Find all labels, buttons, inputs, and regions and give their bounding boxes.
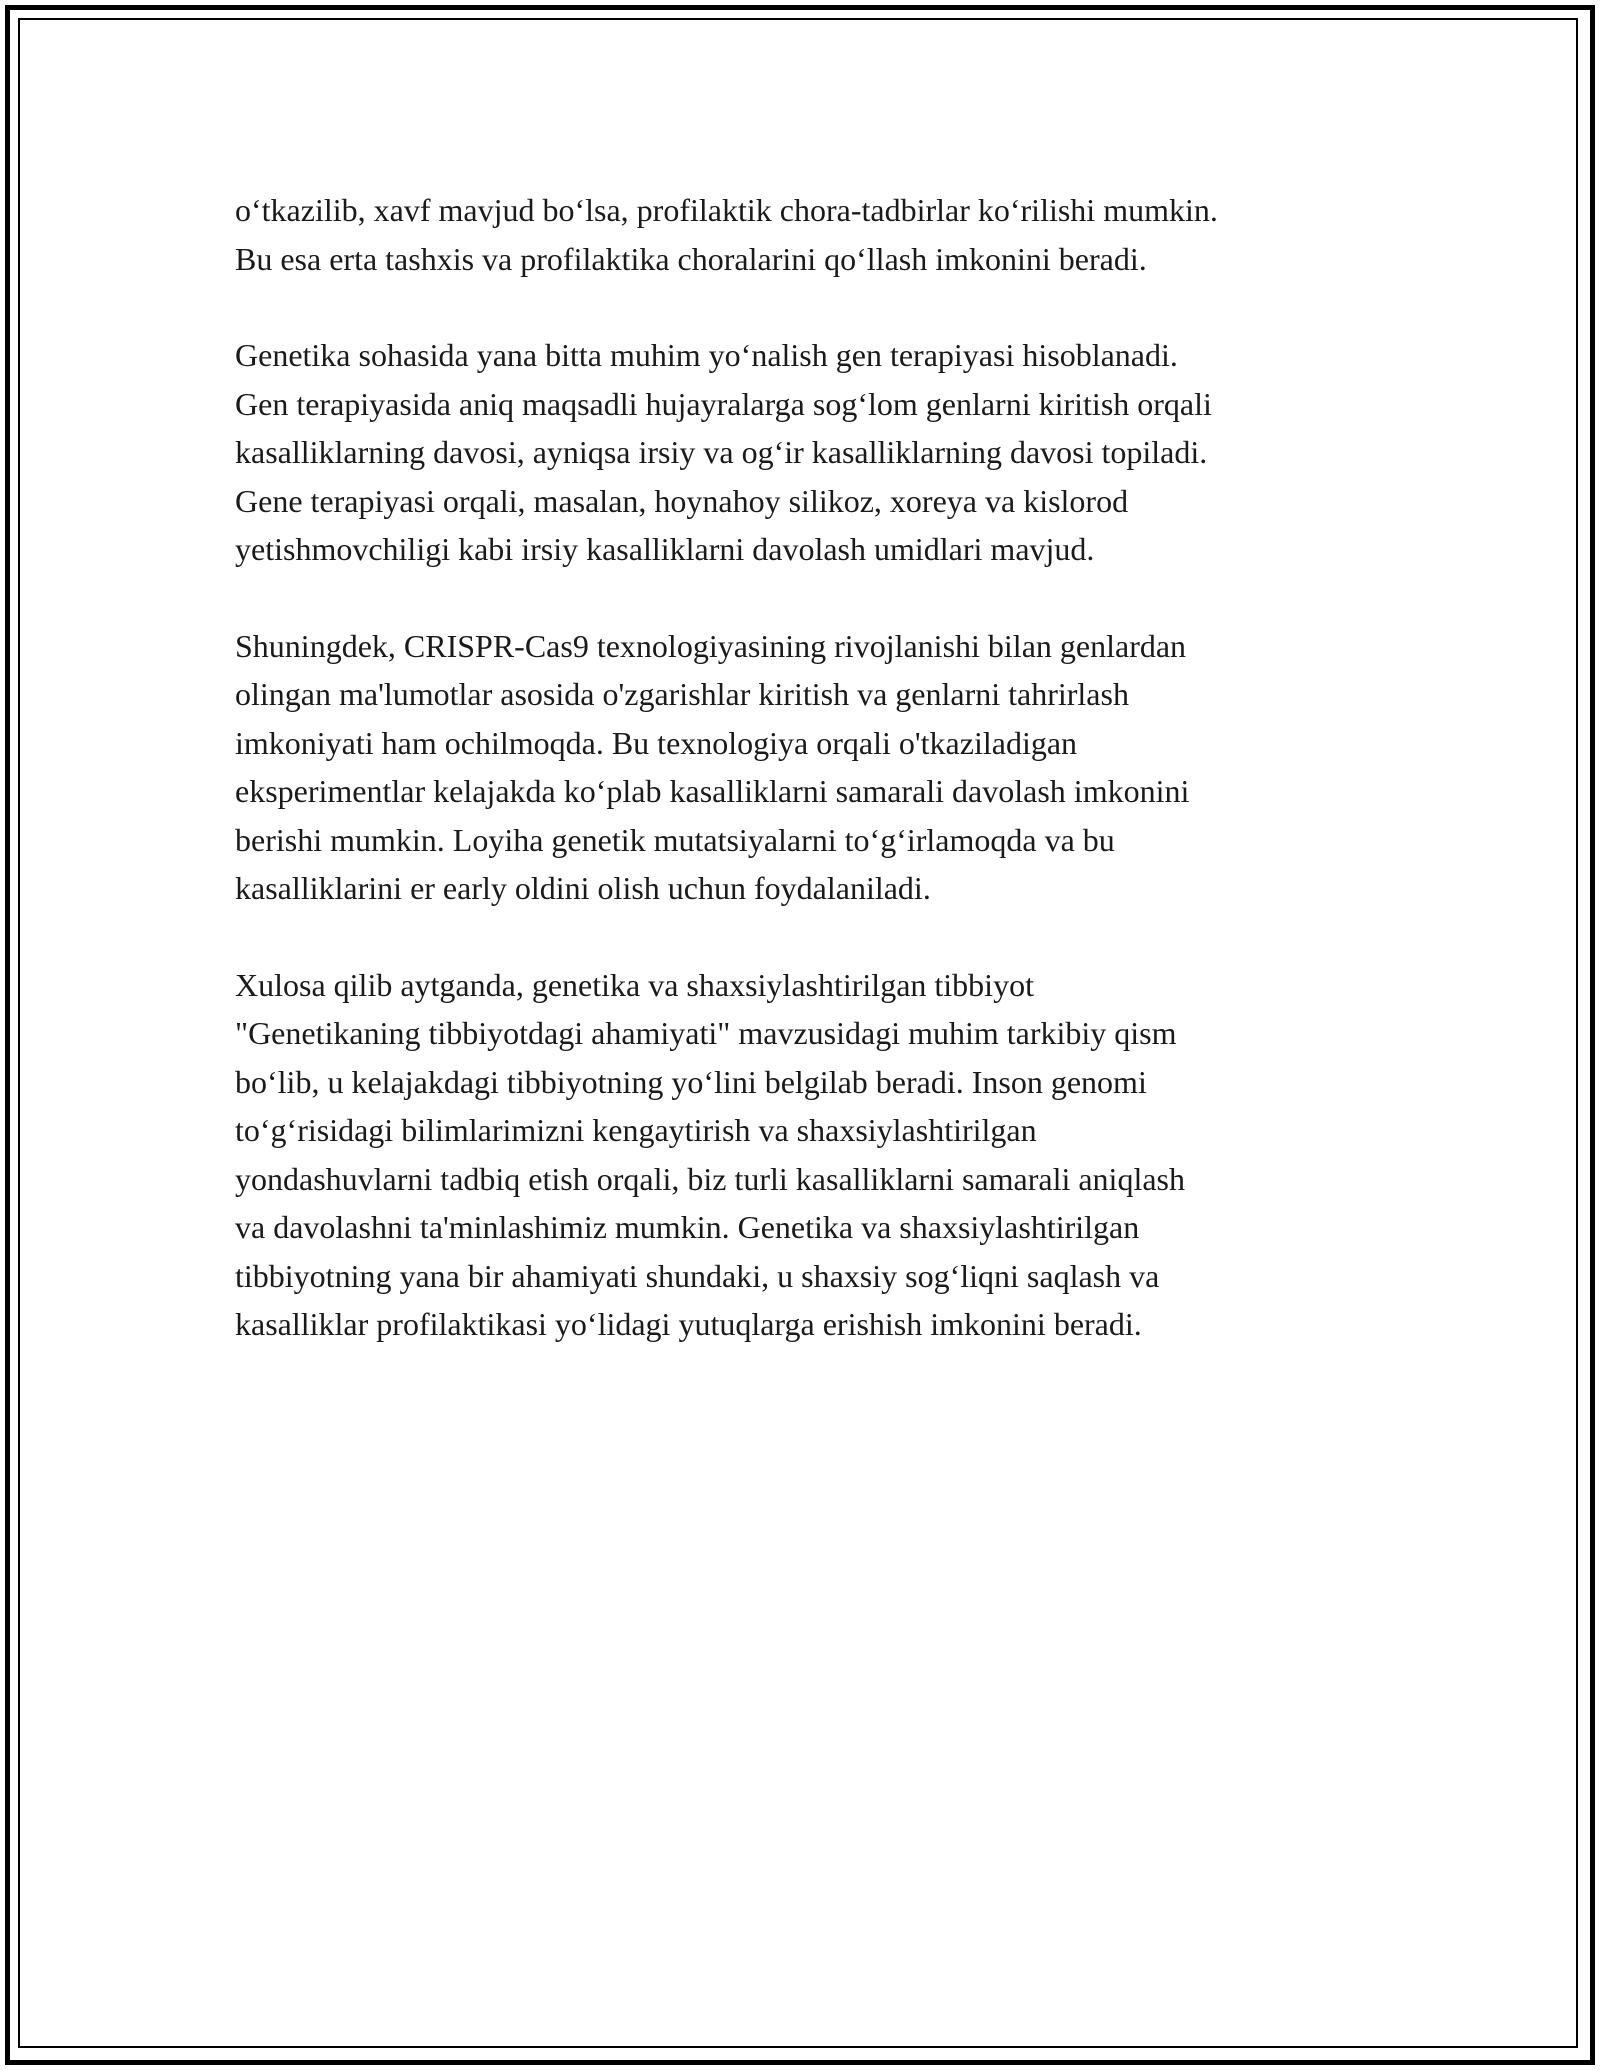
text-line: kasalliklarning davosi, ayniqsa irsiy va og‘ir kasalliklarning davosi topiladi. xyxy=(235,434,1208,470)
text-line: berishi mumkin. Loyiha genetik mutatsiyalarni to‘g‘irlamoqda va bu xyxy=(235,821,1115,858)
text-line: "Genetikaning tibbiyotdagi ahamiyati" mavzusidagi muhim tarkibiy qism xyxy=(235,1015,1177,1051)
text-line: Bu esa erta tashxis va profilaktika choralarini qo‘llash imkonini beradi. xyxy=(235,240,1147,277)
text-line: yetishmovchiligi kabi irsiy kasalliklarni davolash umidlari mavjud. xyxy=(235,531,1095,567)
text-line: tibbiyotning yana bir ahamiyati shundaki, u shaxsiy sog‘liqni saqlash va xyxy=(235,1257,1160,1294)
text-line: kasalliklarini er early oldini olish uchun foydalaniladi. xyxy=(235,870,931,906)
text-line: Gene terapiyasi orqali, masalan, hoynahoy silikoz, xoreya va kislorod xyxy=(235,482,1129,519)
text-line: Genetika sohasida yana bitta muhim yo‘nalish gen terapiyasi hisoblanadi. xyxy=(235,337,1178,373)
text-line: bo‘lib, u kelajakdagi tibbiyotning yo‘lini belgilab beradi. Inson genomi xyxy=(235,1063,1147,1100)
text-line: imkoniyati ham ochilmoqda. Bu texnologiya orqali o'tkaziladigan xyxy=(235,724,1078,761)
document-body xyxy=(235,186,1385,1397)
text-line: eksperimentlar kelajakda ko‘plab kasalliklarni samarali davolash imkonini xyxy=(235,773,1190,809)
text-line: to‘g‘risidagi bilimlarimizni kengaytirish va shaxsiylashtirilgan xyxy=(235,1112,1037,1148)
text-line: olingan ma'lumotlar asosida o'zgarishlar kiritish va genlarni tahrirlash xyxy=(235,676,1129,712)
text-line: o‘tkazilib, xavf mavjud bo‘lsa, profilaktik chora-tadbirlar ko‘rilishi mumkin. xyxy=(235,192,1218,228)
text-line: kasalliklar profilaktikasi yo‘lidagi yutuqlarga erishish imkonini beradi. xyxy=(235,1306,1142,1342)
text-line: Shuningdek, CRISPR-Cas9 texnologiyasining rivojlanishi bilan genlardan xyxy=(235,627,1187,664)
paragraph-1 xyxy=(235,186,1385,283)
text-line: va davolashni ta'minlashimiz mumkin. Genetika va shaxsiylashtirilgan xyxy=(235,1209,1140,1245)
paragraph-3 xyxy=(235,622,1385,913)
paragraph-4 xyxy=(235,961,1385,1349)
text-line: Xulosa qilib aytganda, genetika va shaxsiylashtirilgan tibbiyot xyxy=(235,966,1034,1003)
paragraph-2 xyxy=(235,331,1385,574)
text-line: yondashuvlarni tadbiq etish orqali, biz turli kasalliklarni samarali aniqlash xyxy=(235,1160,1185,1197)
text-line: Gen terapiyasida aniq maqsadli hujayralarga sog‘lom genlarni kiritish orqali xyxy=(235,385,1212,422)
